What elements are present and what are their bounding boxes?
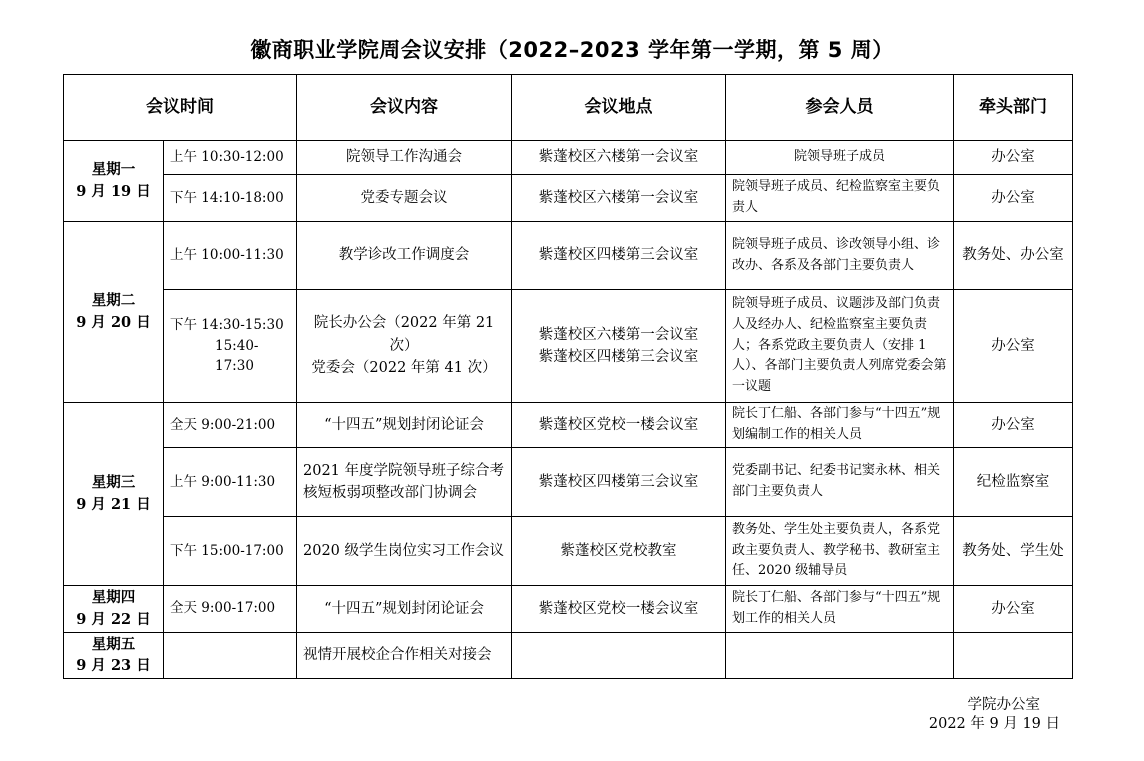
meeting-content: 院领导工作沟通会 [297, 141, 512, 175]
meeting-time: 下午 14:10-18:00 [164, 175, 297, 222]
meeting-venue: 紫蓬校区四楼第三会议室 [512, 448, 726, 517]
header-venue: 会议地点 [512, 75, 726, 141]
table-row [64, 175, 1073, 222]
meeting-venue: 紫蓬校区六楼第一会议室 [512, 141, 726, 175]
meeting-attendees: 院长丁仁船、各部门参与“十四五”规划工作的相关人员 [726, 586, 954, 633]
meeting-venue [512, 632, 726, 679]
meeting-content: “十四五”规划封闭论证会 [297, 586, 512, 633]
meeting-time: 上午 10:00-11:30 [164, 222, 297, 290]
weekday-label: 星期四 [91, 589, 136, 606]
meeting-content-first: 院长办公会（2022 年第 21 次） [313, 315, 495, 354]
meeting-time: 全天 9:00-21:00 [164, 403, 297, 448]
meeting-department: 办公室 [954, 586, 1073, 633]
header-time: 会议时间 [64, 75, 297, 141]
day-cell-friday [64, 632, 164, 679]
table-row [64, 222, 1073, 290]
meeting-content-second: 党委会（2022 年第 41 次） [311, 360, 497, 377]
date-label: 9 月 21 日 [76, 496, 151, 513]
meeting-time: 上午 9:00-11:30 [164, 448, 297, 517]
meeting-time: 全天 9:00-17:00 [164, 586, 297, 633]
meeting-venue [512, 290, 726, 403]
meeting-time [164, 632, 297, 679]
meeting-attendees: 院领导班子成员 [726, 141, 954, 175]
meeting-attendees [726, 632, 954, 679]
weekday-label: 星期三 [91, 474, 136, 492]
table-row [64, 517, 1073, 586]
meeting-department: 办公室 [954, 141, 1073, 175]
meeting-content: 教学诊改工作调度会 [297, 222, 512, 290]
weekday-label: 星期二 [91, 292, 136, 310]
meeting-attendees: 教务处、学生处主要负责人，各系党政主要负责人、教学秘书、教研室主任、2020 级辅导员 [726, 517, 954, 586]
meeting-department: 教务处、学生处 [954, 517, 1073, 586]
weekday-label: 星期一 [91, 161, 136, 179]
table-row [64, 141, 1073, 175]
table-row [64, 403, 1073, 448]
footer-date: 2022 年 9 月 19 日 [928, 716, 1060, 732]
meeting-attendees: 院领导班子成员、议题涉及部门负责人及经办人、纪检监察室主要负责人；各系党政主要负责人（安排 1 人）、各部门主要负责人列席党委会第一议题 [726, 290, 954, 403]
meeting-venue-first: 紫蓬校区六楼第一会议室 [538, 326, 699, 343]
meeting-department: 教务处、办公室 [954, 222, 1073, 290]
table-row [64, 586, 1073, 633]
meeting-content [297, 290, 512, 403]
meeting-venue-second: 紫蓬校区四楼第三会议室 [538, 349, 699, 365]
meeting-attendees: 院领导班子成员、纪检监察室主要负责人 [726, 175, 954, 222]
date-label: 9 月 19 日 [76, 183, 151, 200]
meeting-attendees: 党委副书记、纪委书记窦永林、相关部门主要负责人 [726, 448, 954, 517]
header-row [64, 75, 1073, 141]
meeting-content: 视情开展校企合作相关对接会 [297, 632, 512, 679]
day-cell-wednesday [64, 403, 164, 586]
meeting-department: 办公室 [954, 175, 1073, 222]
meeting-time: 上午 10:30-12:00 [164, 141, 297, 175]
weekday-label: 星期五 [91, 635, 136, 653]
day-cell-tuesday [64, 222, 164, 403]
meeting-venue: 紫蓬校区党校一楼会议室 [512, 403, 726, 448]
meeting-venue: 紫蓬校区党校一楼会议室 [512, 586, 726, 633]
meeting-content: 党委专题会议 [297, 175, 512, 222]
meeting-time: 下午 15:00-17:00 [164, 517, 297, 586]
meeting-department: 办公室 [954, 403, 1073, 448]
meeting-department: 办公室 [954, 290, 1073, 403]
day-cell-thursday [64, 586, 164, 633]
table-row [64, 632, 1073, 679]
meeting-content: 2021 年度学院领导班子综合考核短板弱项整改部门协调会 [297, 448, 512, 517]
meeting-department [954, 632, 1073, 679]
header-content: 会议内容 [297, 75, 512, 141]
date-label: 9 月 20 日 [76, 314, 151, 331]
footer-issuer: 学院办公室 [967, 697, 1040, 713]
meeting-content: 2020 级学生岗位实习工作会议 [297, 517, 512, 586]
meeting-attendees: 院领导班子成员、诊改领导小组、诊改办、各系及各部门主要负责人 [726, 222, 954, 290]
document-title: 徽商职业学院周会议安排（2022–2023 学年第一学期，第 5 周） [250, 38, 894, 62]
meeting-venue: 紫蓬校区党校教室 [512, 517, 726, 586]
meeting-venue: 紫蓬校区六楼第一会议室 [512, 175, 726, 222]
meeting-department: 纪检监察室 [954, 448, 1073, 517]
meeting-content: “十四五”规划封闭论证会 [297, 403, 512, 448]
meeting-time-second: 15:40-17:30 [215, 337, 259, 375]
table-row [64, 448, 1073, 517]
meeting-venue: 紫蓬校区四楼第三会议室 [512, 222, 726, 290]
meeting-attendees: 院长丁仁船、各部门参与“十四五”规划编制工作的相关人员 [726, 403, 954, 448]
table-row [64, 290, 1073, 403]
day-cell-monday [64, 141, 164, 222]
date-label: 9 月 22 日 [76, 610, 151, 628]
meeting-time [164, 290, 297, 403]
header-department: 牵头部门 [954, 75, 1073, 141]
meeting-time-first: 下午 14:30-15:30 [170, 316, 284, 333]
meeting-schedule-table [63, 74, 1073, 679]
header-attendees: 参会人员 [726, 75, 954, 141]
date-label: 9 月 23 日 [76, 657, 151, 675]
